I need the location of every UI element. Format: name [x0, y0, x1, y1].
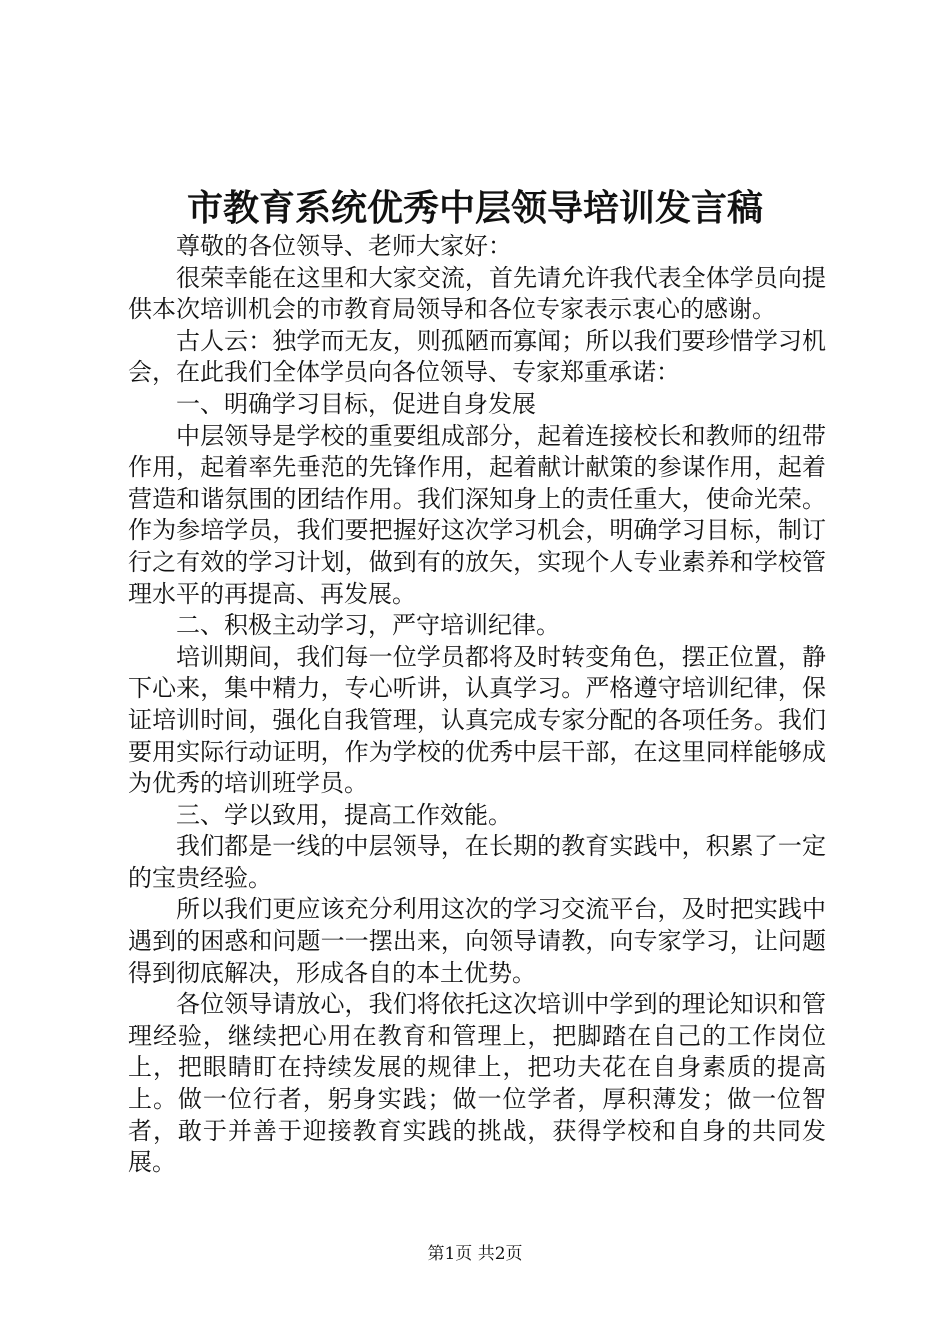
paragraph-closing: 各位领导请放心，我们将依托这次培训中学到的理论知识和管理经验，继续把心用在教育和管理上，把脚踏在自己的工作岗位上，把眼睛盯在持续发展的规律上，把功夫花在自身素质的提高上。做一位行者，躬身实践；做一位学者，厚积薄发；做一位智者，敢于并善于迎接教育实践的挑战，获得学校和自身的共同发展。 — [128, 990, 826, 1177]
paragraph-section-2: 培训期间，我们每一位学员都将及时转变角色，摆正位置，静下心来，集中精力，专心听讲，认真学习。严格遵守培训纪律，保证培训时间，强化自我管理，认真完成专家分配的各项任务。我们要用实际行动证明，作为学校的优秀中层干部，在这里同样能够成为优秀的培训班学员。 — [128, 642, 826, 798]
page-footer: 第1页 共2页 — [427, 1244, 523, 1264]
document-title: 市教育系统优秀中层领导培训发言稿 — [186, 187, 763, 229]
paragraph-section-3b: 所以我们更应该充分利用这次的学习交流平台，及时把实践中遇到的困惑和问题一一摆出来，向领导请教，向专家学习，让问题得到彻底解决，形成各自的本土优势。 — [128, 895, 826, 987]
section-heading-1: 一、明确学习目标，促进自身发展 — [176, 389, 536, 418]
paragraph-thanks: 很荣幸能在这里和大家交流，首先请允许我代表全体学员向提供本次培训机会的市教育局领导和各位专家表示衷心的感谢。 — [128, 263, 826, 324]
paragraph-section-3a: 我们都是一线的中层领导，在长期的教育实践中，积累了一定的宝贵经验。 — [128, 832, 826, 892]
paragraph-section-1: 中层领导是学校的重要组成部分，起着连接校长和教师的纽带作用，起着率先垂范的先锋作用，起着献计献策的参谋作用，起着营造和谐氛围的团结作用。我们深知身上的责任重大，使命光荣。作为参培学员，我们要把握好这次学习机会，明确学习目标，制订行之有效的学习计划，做到有的放矢，实现个人专业素养和学校管理水平的再提高、再发展。 — [128, 421, 826, 608]
paragraph-commitment: 古人云：独学而无友，则孤陋而寡闻；所以我们要珍惜学习机会，在此我们全体学员向各位领导、专家郑重承诺： — [128, 326, 826, 387]
paragraph-greeting: 尊敬的各位领导、老师大家好： — [176, 232, 512, 260]
section-heading-2: 二、积极主动学习，严守培训纪律。 — [176, 611, 560, 640]
section-heading-3: 三、学以致用，提高工作效能。 — [176, 800, 512, 829]
document-body — [128, 231, 826, 1179]
